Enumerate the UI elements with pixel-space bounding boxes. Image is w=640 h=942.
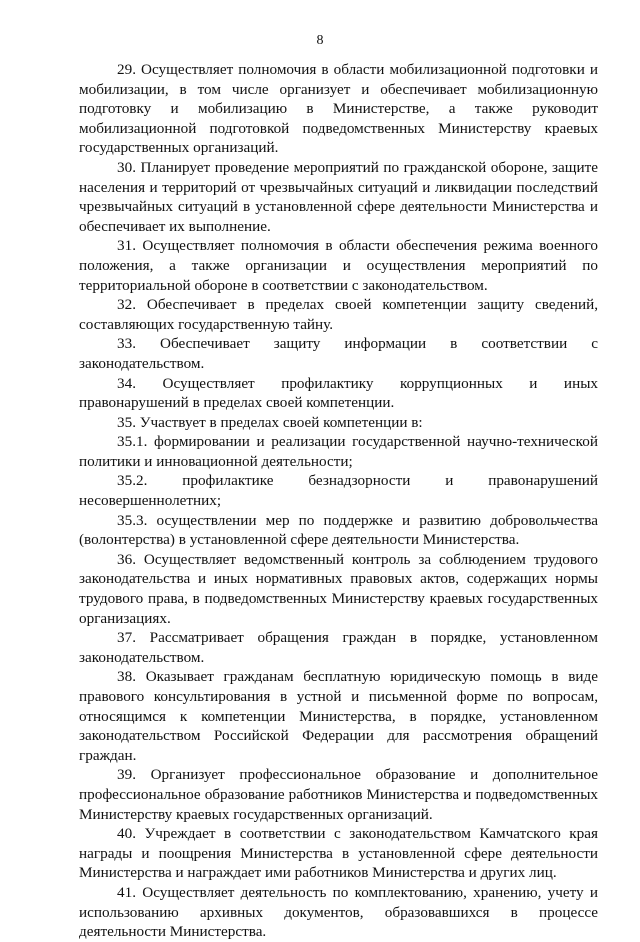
paragraph-38: 38. Оказывает гражданам бесплатную юридическую помощь в виде правового консультирования в устной и письменной форме по вопросам, относящимся к компетенции Министерства, в порядке, установленном законодательством Российской Федерации для рассмотрения обращений граждан.: [79, 668, 598, 764]
paragraph-33: 33. Обеспечивает защиту информации в соответствии с законодательством.: [79, 335, 598, 372]
paragraph-35: 35. Участвует в пределах своей компетенции в:: [117, 413, 423, 431]
paragraph-39: 39. Организует профессиональное образование и дополнительное профессиональное образование работников Министерства и подведомственных Министерству краевых государственных организаций.: [79, 766, 598, 823]
paragraph-37: 37. Рассматривает обращения граждан в порядке, установленном законодательством.: [79, 629, 598, 666]
paragraph-30: 30. Планирует проведение мероприятий по гражданской обороне, защите населения и территорий от чрезвычайных ситуаций и ликвидации последствий чрезвычайных ситуаций в установленной сфере деятельности Министерства и обеспечивает их выполнение.: [79, 158, 598, 235]
paragraph-35-2: 35.2. профилактике безнадзорности и правонарушений несовершеннолетних;: [79, 472, 598, 510]
document-body: [79, 60, 598, 942]
paragraph-29: 29. Осуществляет полномочия в области мобилизационной подготовки и мобилизации, в том числе организует и обеспечивает мобилизационную подготовку и мобилизацию в Министерстве, а также руководит мобилизационной подготовкой подведомственных Министерству краевых государственных организаций.: [79, 61, 598, 157]
paragraph-31: 31. Осуществляет полномочия в области обеспечения режима военного положения, а также организации и осуществления мероприятий по территориальной обороне в соответствии с законодательством.: [79, 237, 598, 294]
paragraph-35-1: 35.1. формировании и реализации государственной научно-технической политики и инновационной деятельности;: [79, 433, 598, 470]
paragraph-32: 32. Обеспечивает в пределах своей компетенции защиту сведений, составляющих государственную тайну.: [79, 296, 598, 333]
paragraph-36: 36. Осуществляет ведомственный контроль за соблюдением трудового законодательства и иных нормативных правовых актов, содержащих нормы трудового права, в подведомственных Министерству краевых государственных организациях.: [79, 550, 598, 627]
page-number: 8: [316, 33, 324, 48]
paragraph-41: 41. Осуществляет деятельность по комплектованию, хранению, учету и использованию архивных документов, образовавшихся в процессе деятельности Министерства.: [79, 883, 598, 941]
paragraph-35-3: 35.3. осуществлении мер по поддержке и развитию добровольчества (волонтерства) в установленной сфере деятельности Министерства.: [79, 511, 598, 549]
paragraph-34: 34. Осуществляет профилактику коррупционных и иных правонарушений в пределах своей компетенции.: [79, 374, 598, 412]
paragraph-40: 40. Учреждает в соответствии с законодательством Камчатского края награды и поощрения Министерства в установленной сфере деятельности Министерства и награждает ими работников Министерства и других лиц.: [79, 825, 598, 882]
